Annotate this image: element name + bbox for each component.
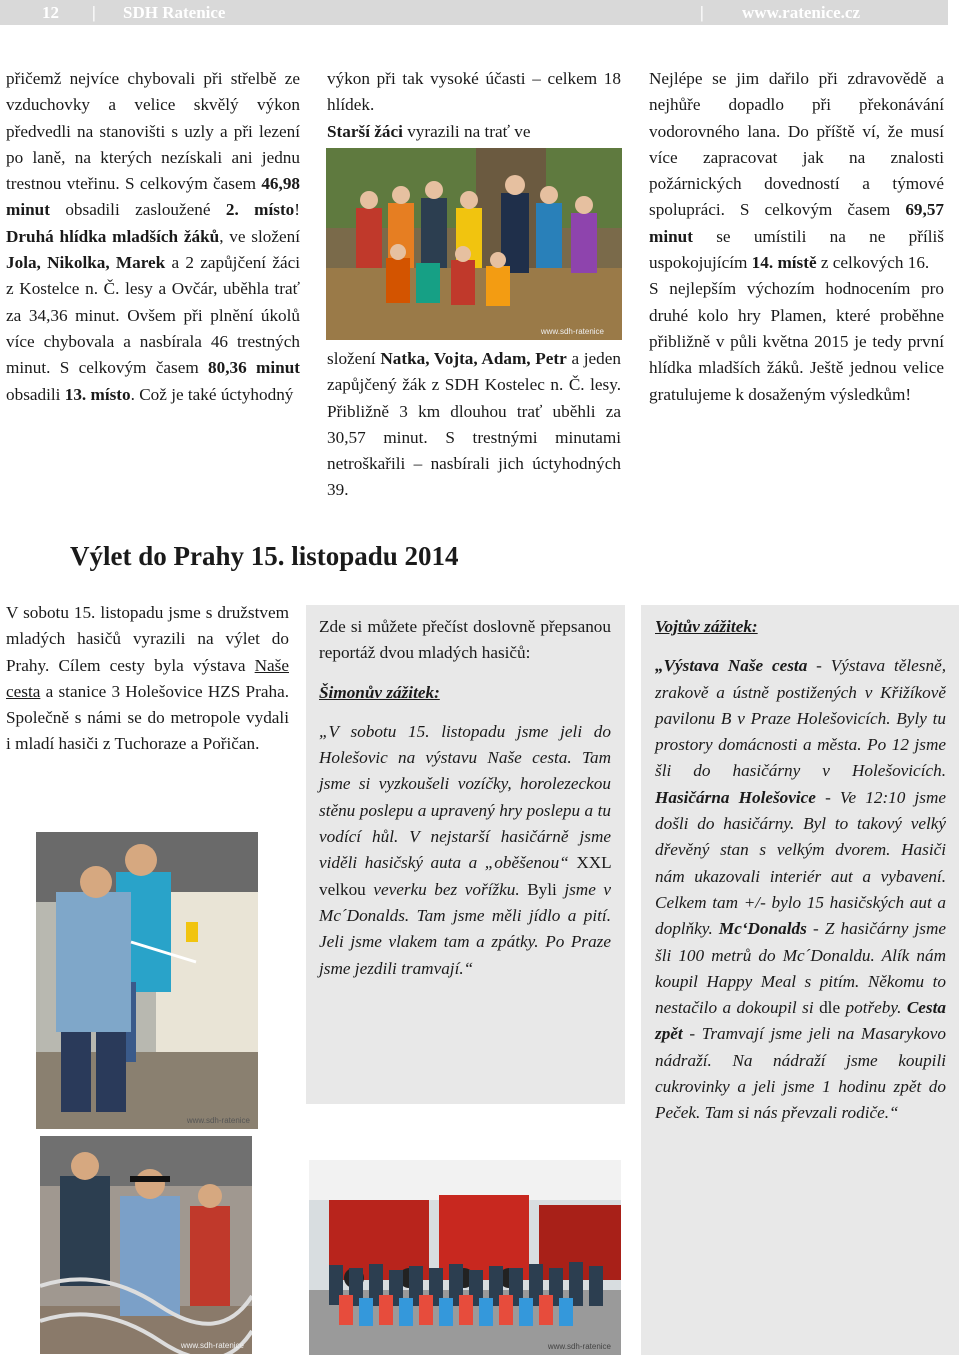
paragraph: S nejlepším výchozím hodnocením pro druhé kolo hry Plamen, které proběhne přibližně v půli května 2015 je tedy první hlídka mladších žáků. Ještě jednou velice gratulujeme k dosaženým výsledkům!	[649, 279, 944, 404]
vojta-story	[655, 614, 946, 1127]
article-column-1	[6, 600, 289, 758]
top-column-2-continued	[327, 346, 621, 504]
publisher-name: SDH Ratenice	[123, 3, 226, 22]
vojta-heading: Vojtův zážitek:	[655, 617, 758, 636]
photo-fire-station-group	[309, 1160, 621, 1355]
simon-heading: Šimonův zážitek:	[319, 682, 440, 702]
photo-older-pupils	[326, 148, 622, 340]
paragraph: výkon při tak vysoké účasti – celkem 18 hlídek. Starší žáci vyrazili na trať ve	[327, 69, 621, 141]
photo-watermark: www.sdh-ratenice	[180, 1341, 244, 1350]
vojta-text: „Výstava Naše cesta - Výstava tělesně, zrakově a ústně postižených v Křižíkově pavilonu B v Praze Holešovicích. Byly tu prostory domácnosti a města. Po 12 jsme šli do hasičárny v Holešovicích. Hasičárna Holešovice - Ve 12:10 jsme došli do hasičárny. Byl to takový velký dřevěný stan s velkým dvorem. Hasiči nám ukazovali interiér aut a vybavení. Celkem tam +/- bylo 15 hasičských aut a doplňky. Mc‘Donalds - Z hasičárny jsme šli 100 metrů do Mc´Donaldu. Alík nám koupil Happy Meal s pitím. Někomu to nestačilo a dokoupil si dle potřeby. Cesta zpět - Tramvají jsme jeli na Masarykovo nádraží. Na nádraží jsme koupili cukrovinky a jeli jsme 1 hodinu zpět do Peček. Tam si nás převzali rodiče.“	[655, 656, 946, 1123]
paragraph: V sobotu 15. listopadu jsme s družstvem mladých hasičů vyrazili na výlet do Prahy. Cílem cesty byla výstava Naše cesta a stanice 3 Holešovice HZS Praha. Společně s námi se do metropole vydali i mladí hasiči z Tuchoraze a Pořičan.	[6, 603, 289, 754]
top-column-3	[649, 66, 944, 408]
header-separator: |	[92, 3, 96, 22]
paragraph: Nejlépe se jim dařilo při zdravovědě a nejhůře dopadlo při překonávání vodorovného lana. Do příště ví, že musí více zapracovat jak na znalosti požárnických dovedností a týmové spolupráci. S celkovým časem 69,57 minut se umístili na ne příliš uspokojujícím 14. místě z celkových 16.	[649, 69, 944, 273]
article-title: Výlet do Prahy 15. listopadu 2014	[70, 541, 459, 571]
header-separator-2: |	[700, 3, 704, 22]
simon-story	[319, 614, 611, 982]
photo-watermark: www.sdh-ratenice	[547, 1342, 611, 1351]
photo-watermark: www.sdh-ratenice	[540, 327, 604, 336]
top-column-1	[6, 66, 300, 408]
simon-text: „V sobotu 15. listopadu jsme jeli do Holešovic na výstavu Naše cesta. Tam jsme si vyzkoušeli vozíčky, horolezeckou stěnu poslepu a upravený hry poslepu a tu vodící hůl. V nejstarší hasičárně jsme viděli hasičský auta a „oběšenou“ XXL velkou veverku bez vořížku. Byli jsme v Mc´Donalds. Tam jsme měli jídlo a pití. Jeli jsme vlakem tam a zpátky. Po Praze jsme jezdili tramvají.“	[319, 721, 612, 978]
photo-blind-walk	[40, 1136, 252, 1354]
page-header	[0, 0, 948, 25]
page-number: 12	[42, 3, 59, 22]
photo-watermark: www.sdh-ratenice	[186, 1116, 250, 1125]
exhibition-link[interactable]: Naše cesta	[6, 655, 289, 701]
paragraph: složení Natka, Vojta, Adam, Petr a jeden zapůjčený žák z SDH Kostelec n. Č. lesy. Přibližně 3 km dlouhou trať uběhli za 30,57 minut. S trestnými minutami netroškařili – nasbírali jich úctyhodných 39.	[327, 349, 621, 500]
photo-exhibition	[36, 832, 258, 1129]
intro-text: Zde si můžete přečíst doslovně přepsanou reportáž dvou mladých hasičů:	[319, 617, 611, 663]
website-link[interactable]: www.ratenice.cz	[742, 3, 861, 22]
top-column-2	[327, 66, 621, 145]
paragraph: přičemž nejvíce chybovali při střelbě ze vzduchovky a velice skvělý výkon předvedli na stanovišti s uzly a při lezení po laně, na kterých nezískali ani jednu trestnou vteřinu. S celkovým časem 46,98 minut obsadili zasloužené 2. místo! Druhá hlídka mladších žáků, ve složení Jola, Nikolka, Marek a 2 zapůjčení žáci z Kostelce n. Č. lesy a Ovčár, uběhla trať za 34,36 minut. Ovšem při plnění úkolů více chybovala a nasbírala 46 trestných minut. S celkovým časem 80,36 minut obsadili 13. místo. Což je také úctyhodný	[6, 69, 300, 404]
